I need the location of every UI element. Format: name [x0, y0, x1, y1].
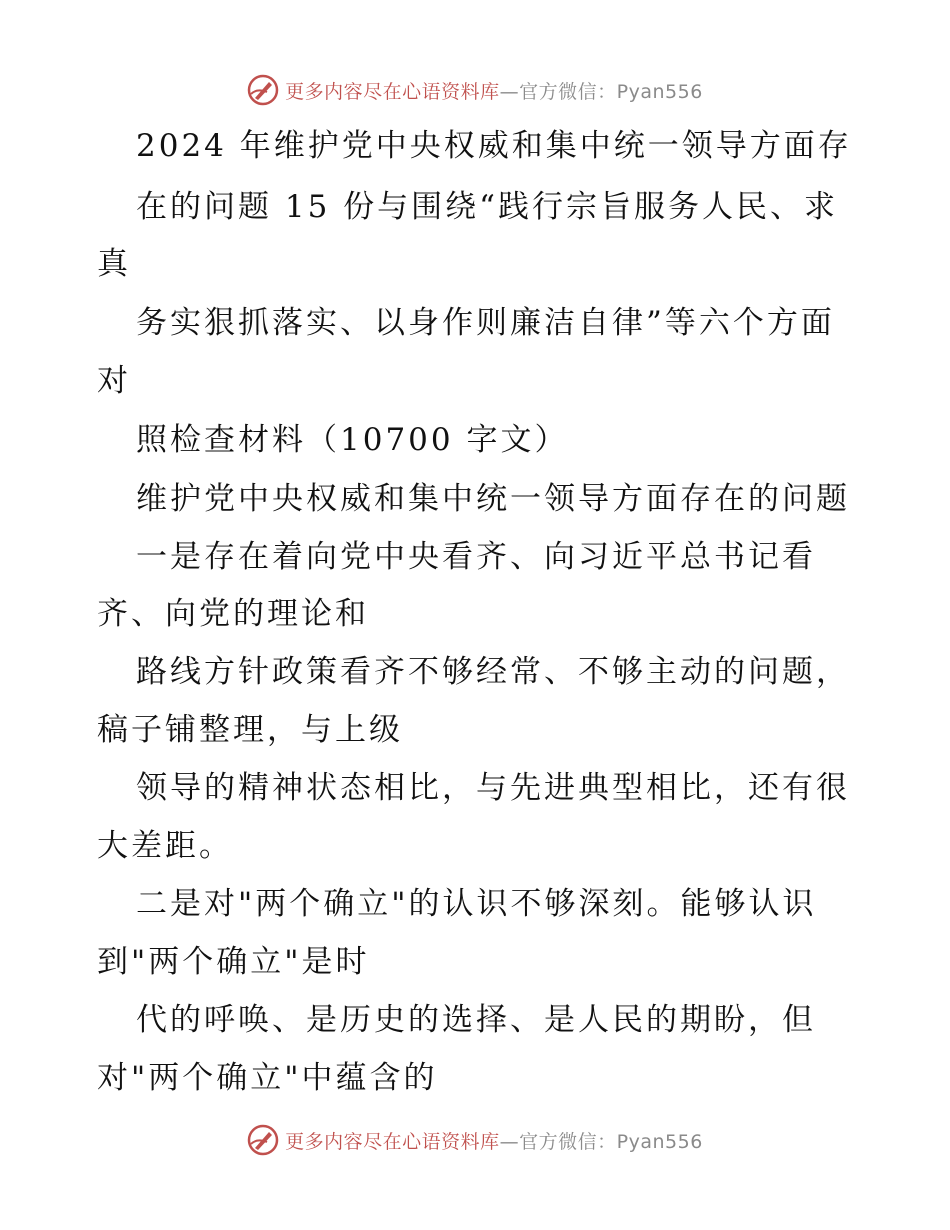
body-line: 对"两个确立"中蕴含的 [97, 1060, 438, 1096]
pen-logo-icon [247, 1124, 279, 1156]
body-line: 稿子铺整理，与上级 [97, 712, 403, 748]
body-line: 齐、向党的理论和 [97, 596, 369, 632]
body-line: 一是存在着向党中央看齐、向习近平总书记看 [136, 539, 816, 575]
body-line: 对 [97, 363, 131, 399]
body-line: 真 [97, 246, 131, 282]
watermark-text: 更多内容尽在心语资料库—官方微信：Pyan556 [285, 80, 703, 103]
body-line: 二是对"两个确立"的认识不够深刻。能够认识 [136, 886, 817, 922]
body-line: 2024 年维护党中央权威和集中统一领导方面存 [136, 128, 852, 164]
body-line: 照检查材料（10700 字文） [136, 422, 569, 458]
body-line: 代的呼唤、是历史的选择、是人民的期盼，但 [136, 1002, 816, 1038]
watermark-text: 更多内容尽在心语资料库—官方微信：Pyan556 [285, 1130, 703, 1153]
body-line: 到"两个确立"是时 [97, 944, 370, 980]
header-watermark [0, 70, 950, 110]
body-line: 领导的精神状态相比，与先进典型相比，还有很 [136, 770, 850, 806]
body-line: 务实狠抓落实、以身作则廉洁自律”等六个方面 [136, 305, 835, 341]
pen-logo-icon [247, 74, 279, 106]
body-line: 路线方针政策看齐不够经常、不够主动的问题， [136, 654, 850, 690]
body-line: 在的问题 15 份与围绕“践行宗旨服务人民、求 [136, 189, 839, 225]
footer-watermark [0, 1120, 950, 1160]
body-line: 大差距。 [97, 828, 233, 864]
body-line: 维护党中央权威和集中统一领导方面存在的问题 [136, 481, 850, 517]
